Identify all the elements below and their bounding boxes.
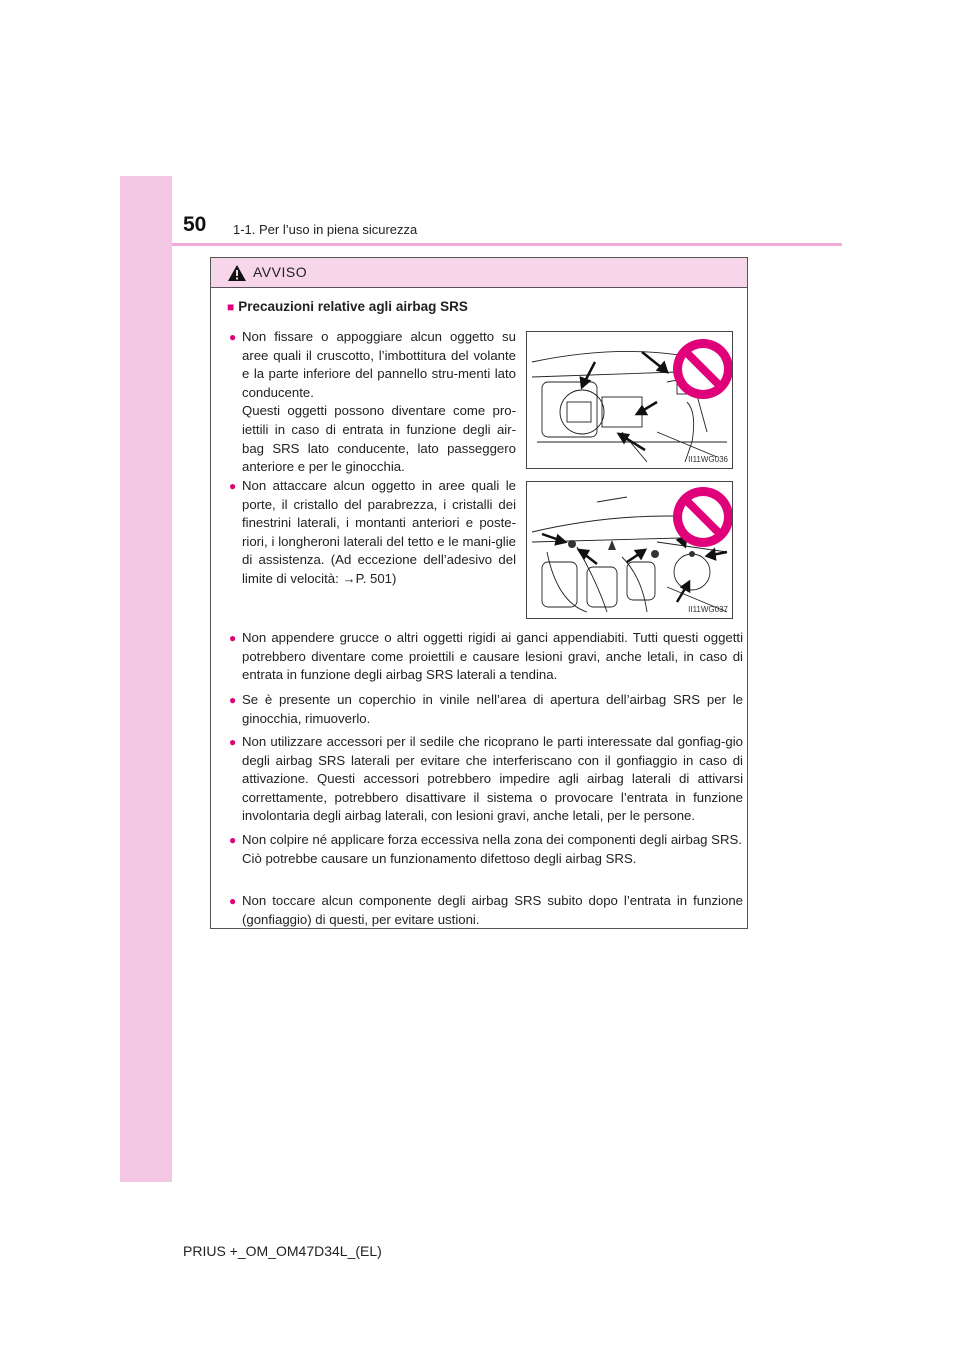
figure-dashboard: [526, 331, 733, 469]
list-item: ● Se è presente un coperchio in vinile nell’area di apertura dell’airbag SRS per le ginocchia, rimuoverlo.: [229, 692, 743, 726]
bullet-icon: ●: [229, 833, 237, 847]
warning-title: AVVISO: [253, 264, 308, 280]
figure-cabin: [526, 481, 733, 619]
warning-header: [211, 258, 747, 288]
list-item: ● Non toccare alcun componente degli airbag SRS subito dopo l’entrata in funzione (gonfiaggio) di questi, per evitare ustioni.: [229, 893, 743, 927]
list-item: ● Non utilizzare accessori per il sedile che ricoprano le parti interessate dal gonfiag-gio degli airbag SRS laterali per evitare che interferiscano con il gonfiaggio in caso di attivazione. Questi accessori potrebbero impedire agli airbag laterali di attivarsi correttamente, potrebbero disattivare il sistema o provocare l’entrata in funzione involontaria degli airbag laterali, con lesioni gravi, anche letali, per le persone.: [229, 734, 743, 824]
document-code: PRIUS +_OM_OM47D34L_(EL): [183, 1243, 382, 1259]
bullet-icon: ●: [229, 479, 237, 493]
list-item: ● Non colpire né applicare forza eccessiva nella zona dei componenti degli airbag SRS. Ciò potrebbe causare un funzionamento difettoso degli airbag SRS.: [229, 832, 742, 866]
list-item: ● Non attaccare alcun oggetto in aree quali le porte, il cristallo del parabrezza, i cristalli dei finestrini laterali, i montanti anteriori e poste-riori, i longheroni laterali del tetto e le mani-glie di assistenza. (Ad eccezione dell’adesivo del limite di velocità: →P. 501): [229, 478, 516, 586]
warning-subheading: ■ Precauzioni relative agli airbag SRS: [227, 299, 468, 314]
bullet-icon: ●: [229, 330, 237, 344]
cabin-illustration: [527, 482, 732, 618]
warning-box: [210, 257, 748, 929]
list-item: ● Non appendere grucce o altri oggetti rigidi ai ganci appendiabiti. Tutti questi oggetti potrebbero diventare come proiettili e causare lesioni gravi, anche letali, in caso di entrata in funzione degli airbag SRS laterali a tendina.: [229, 630, 743, 683]
figure-code: II11WG036: [688, 455, 728, 464]
square-bullet-icon: ■: [227, 300, 235, 314]
figure-code: II11WG037: [688, 605, 728, 614]
page-number: 50: [183, 213, 207, 236]
warning-triangle-icon: [227, 264, 247, 282]
dashboard-illustration: [527, 332, 732, 468]
header-rule: [172, 243, 842, 246]
bullet-icon: ●: [229, 735, 237, 749]
page-sidebar-tab: [120, 176, 172, 1182]
bullet-icon: ●: [229, 693, 237, 707]
list-item: ● Non fissare o appoggiare alcun oggetto su aree quali il cruscotto, l’imbottitura del volante e la parte inferiore del pannello stru-menti lato conducente. Questi oggetti possono diventare come pro-iettili in caso di entrata in funzione degli air-bag SRS lato conducente, lato passeggero anteriore e per le ginocchia.: [229, 329, 516, 475]
bullet-icon: ●: [229, 894, 237, 908]
section-title: 1-1. Per l’uso in piena sicurezza: [233, 222, 418, 237]
bullet-icon: ●: [229, 631, 237, 645]
